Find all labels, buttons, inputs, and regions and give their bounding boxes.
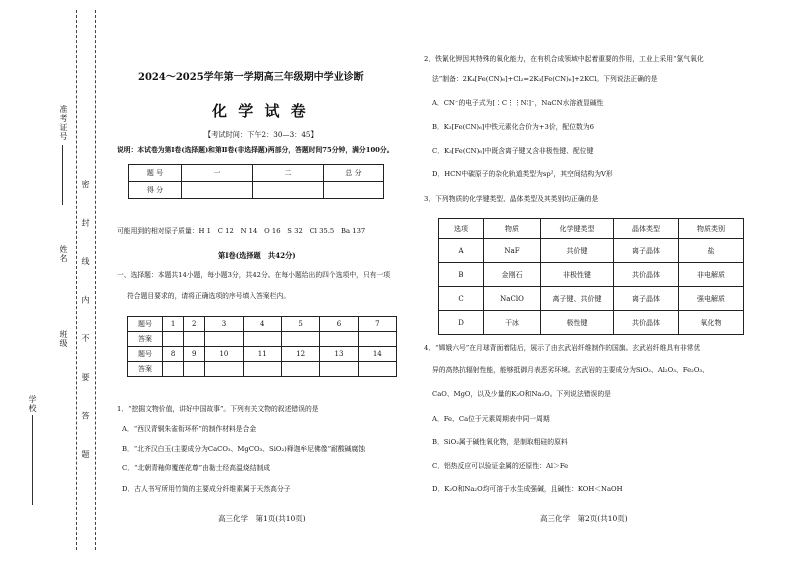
- q3-cell: NaClO: [484, 287, 541, 311]
- answer-qnum: 12: [281, 347, 319, 362]
- seal-line-text: 密 封 线 内 不 要 答 题: [81, 180, 90, 472]
- answer-cell[interactable]: [184, 332, 205, 347]
- q3-cell: 离子键、共价键: [541, 287, 614, 311]
- q3-header: 晶体类型: [614, 219, 679, 239]
- answer-cell[interactable]: [205, 362, 243, 377]
- answer-qnum: 1: [163, 317, 184, 332]
- answer-cell[interactable]: [320, 332, 358, 347]
- q4-option-c: C．铝热反应可以验证金属的还原性：Al＞Fe: [432, 462, 569, 470]
- section-instruction-1: 一、选择题：本题共14小题，每小题3分，共42分。在每小题给出的四个选项中，只有一项: [117, 271, 391, 279]
- answer-qnum: 8: [163, 347, 184, 362]
- q1-option-a: A．“西汉青铜朱雀衔环杯”的制作材料是合金: [122, 425, 257, 433]
- class-label: 班级: [59, 330, 68, 348]
- q3-header: 物质类别: [679, 219, 744, 239]
- q3-cell: 离子晶体: [614, 239, 679, 263]
- score-cell[interactable]: [324, 182, 384, 199]
- school-label: 学校: [28, 395, 37, 413]
- answer-cell[interactable]: [358, 362, 396, 377]
- q3-cell: 非极性键: [541, 263, 614, 287]
- q3-table: [438, 218, 744, 335]
- answer-qnum: 7: [358, 317, 396, 332]
- score-cell[interactable]: [253, 182, 324, 199]
- answer-cell[interactable]: [320, 362, 358, 377]
- score-cell[interactable]: [182, 182, 253, 199]
- q3-cell: 非电解质: [679, 263, 744, 287]
- q3-cell: NaF: [484, 239, 541, 263]
- answer-cell[interactable]: [243, 332, 281, 347]
- q4-stem-line1: 4．“嫦娥六号”在月球背面着陆后，展示了由玄武岩纤维制作的国旗。玄武岩纤维具有非常优: [424, 344, 701, 352]
- subject-title: 化 学 试 卷: [212, 102, 309, 120]
- answer-label-a: 答案: [128, 362, 163, 377]
- score-header-q: 题 号: [129, 165, 182, 182]
- q3-cell: 金刚石: [484, 263, 541, 287]
- section-title: 第Ⅰ卷(选择题 共42分): [218, 251, 296, 260]
- q3-cell: 共价键: [541, 239, 614, 263]
- score-header-2: 二: [253, 165, 324, 182]
- q3-header: 化学键类型: [541, 219, 614, 239]
- section-instruction-2: 符合题目要求的，请将正确选项的序号填入答案栏内。: [127, 292, 291, 300]
- q3-cell: D: [439, 311, 484, 335]
- exam-time: 【考试时间：下午2：30—3：45】: [204, 130, 318, 139]
- answer-cell[interactable]: [184, 362, 205, 377]
- q2-option-b: B．K₃[Fe(CN)₆]中铁元素化合价为+3价，配位数为6: [432, 123, 594, 131]
- q1-option-b: B．“北齐汉白玉(主要成分为CaCO₃、MgCO₃、SiO₂)释迦牟尼佛像”耐酸碱腐蚀: [122, 445, 366, 453]
- answer-cell[interactable]: [243, 362, 281, 377]
- score-table: [128, 164, 384, 199]
- q4-stem-line2: 异的高热抗辐射性能，能够抵御月表恶劣环境。玄武岩的主要成分为SiO₂、Al₂O₃、Fe₂O₃、: [432, 366, 709, 374]
- q1-option-d: D．古人书写所用竹简的主要成分纤维素属于天然高分子: [122, 485, 291, 493]
- q3-cell: 盐: [679, 239, 744, 263]
- score-header-total: 总 分: [324, 165, 384, 182]
- q2-option-d: D．HCN中碳原子的杂化轨道类型为sp²，其空间结构为V形: [432, 170, 613, 178]
- answer-qnum: 10: [205, 347, 243, 362]
- q2-stem-line2: 法”制备：2K₄[Fe(CN)₆]+Cl₂=2K₃[Fe(CN)₆]+2KCl。下列说法正确的是: [432, 75, 658, 83]
- left-page-footer: 高三化学 第1页(共10页): [218, 514, 306, 523]
- q3-cell: 共价晶体: [614, 311, 679, 335]
- right-page-footer: 高三化学 第2页(共10页): [540, 514, 628, 523]
- q3-header: 物质: [484, 219, 541, 239]
- answer-qnum: 6: [320, 317, 358, 332]
- answer-qnum: 14: [358, 347, 396, 362]
- answer-qnum: 11: [243, 347, 281, 362]
- school-line: [32, 415, 33, 505]
- q3-cell: A: [439, 239, 484, 263]
- q3-cell: 氧化物: [679, 311, 744, 335]
- answer-qnum: 4: [243, 317, 281, 332]
- answer-label-q: 题号: [128, 347, 163, 362]
- answer-qnum: 2: [184, 317, 205, 332]
- q3-cell: 共价晶体: [614, 263, 679, 287]
- q2-stem-line1: 2．铁氰化钾因其特殊的氧化能力，在有机合成领域中起着重要的作用，工业上采用“氯气氧化: [424, 55, 704, 63]
- q3-header: 选项: [439, 219, 484, 239]
- q3-cell: B: [439, 263, 484, 287]
- score-header-1: 一: [182, 165, 253, 182]
- q4-option-a: A．Fe、Ca位于元素周期表中同一周期: [432, 415, 550, 423]
- answer-qnum: 13: [320, 347, 358, 362]
- answer-cell[interactable]: [205, 332, 243, 347]
- answer-cell[interactable]: [163, 362, 184, 377]
- answer-label-a: 答案: [128, 332, 163, 347]
- answer-qnum: 9: [184, 347, 205, 362]
- q3-cell: 离子晶体: [614, 287, 679, 311]
- exam-number-label: 准考证号: [59, 105, 68, 141]
- instructions: 说明：本试卷为第Ⅰ卷(选择题)和第Ⅱ卷(非选择题)两部分，答题时间75分钟，满分100分。: [117, 146, 394, 154]
- q1-option-c: C．“北朝青釉仰覆莲花尊”由黏土经高温烧结制成: [122, 464, 271, 472]
- exam-title: 2024～2025学年第一学期高三年级期中学业诊断: [138, 72, 364, 83]
- answer-cell[interactable]: [281, 332, 319, 347]
- q1-stem: 1．“挖掘文物价值，讲好中国故事”。下列有关文物的叙述错误的是: [117, 405, 319, 413]
- answer-qnum: 3: [205, 317, 243, 332]
- answer-cell[interactable]: [358, 332, 396, 347]
- q3-cell: 强电解质: [679, 287, 744, 311]
- q3-cell: 干冰: [484, 311, 541, 335]
- answer-label-q: 题号: [128, 317, 163, 332]
- q3-cell: C: [439, 287, 484, 311]
- seal-line-inner: [95, 10, 96, 550]
- answer-table: [127, 316, 397, 377]
- q4-stem-line3: CaO、MgO，以及少量的K₂O和Na₂O。下列说法错误的是: [432, 390, 611, 398]
- exam-number-line: [62, 145, 63, 205]
- atomic-masses: 可能用到的相对原子质量：H 1 C 12 N 14 O 16 S 32 Cl 35.5 Ba 137: [117, 227, 366, 235]
- seal-line-outer: [76, 10, 77, 550]
- q4-option-b: B．SiO₂属于碱性氧化物，是制取粗硅的原料: [432, 438, 568, 446]
- q3-cell: 极性键: [541, 311, 614, 335]
- answer-cell[interactable]: [281, 362, 319, 377]
- answer-cell[interactable]: [163, 332, 184, 347]
- q3-stem: 3．下列物质的化学键类型、晶体类型及其类别均正确的是: [424, 195, 599, 203]
- q2-option-c: C．K₃[Fe(CN)₆]中既含离子键又含非极性键、配位键: [432, 147, 594, 155]
- score-row-label: 得 分: [129, 182, 182, 199]
- answer-qnum: 5: [281, 317, 319, 332]
- q2-option-a: A．CN⁻的电子式为[∶C⋮⋮N∶]⁻，NaCN水溶液显碱性: [432, 99, 604, 107]
- name-label: 姓名: [59, 245, 68, 263]
- q4-option-d: D．K₂O和Na₂O均可溶于水生成强碱，且碱性：KOH＜NaOH: [432, 485, 623, 493]
